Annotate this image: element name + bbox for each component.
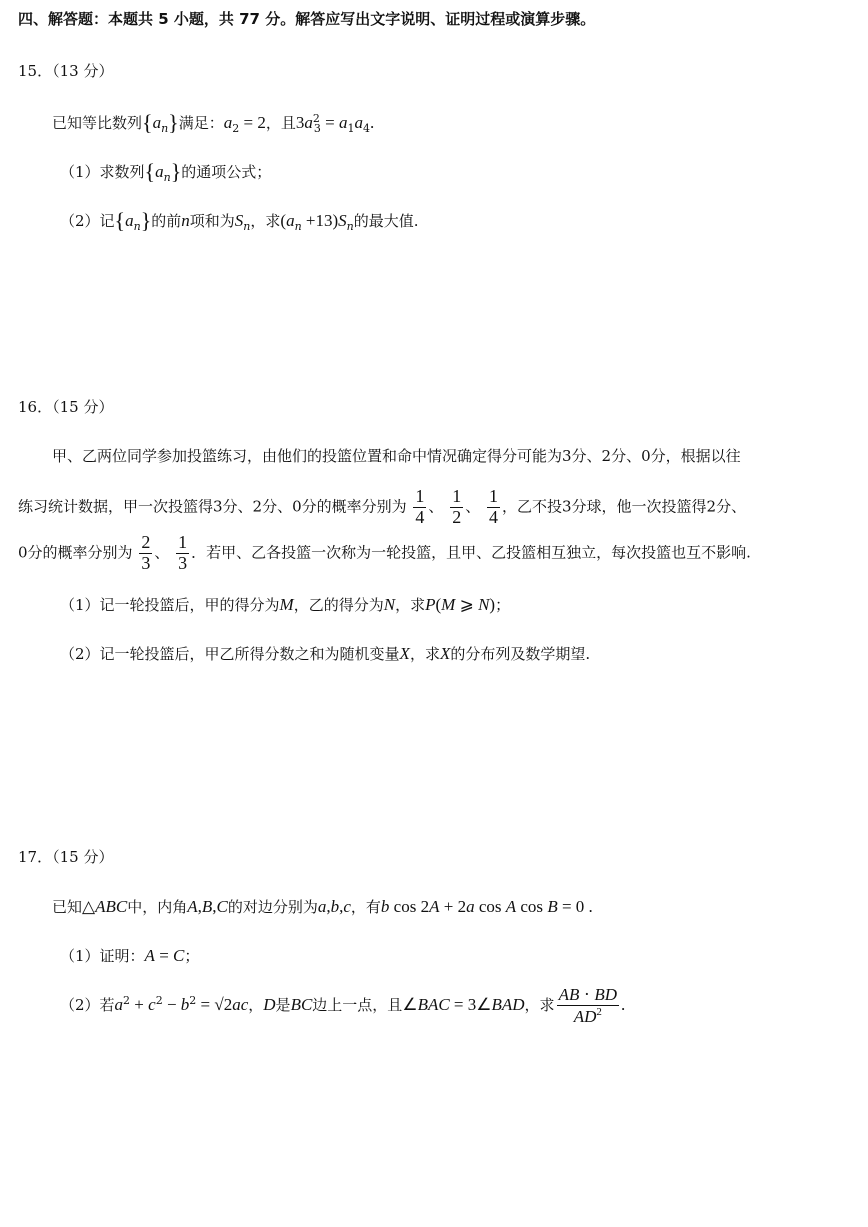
q15-stem: 已知等比数列$\{a_n\}$满足：$a_2 = 2$，且$3a^2_3 = a_1a_4$. — [52, 110, 375, 135]
q17-part1: （1）证明：A = C； — [60, 946, 200, 965]
q16-label: 16．（15 分） — [18, 398, 114, 416]
fraction-quarter: $\frac{1}{4}$ — [415, 486, 425, 527]
section-header: 四、解答题：本题共 5 小题，共 77 分。解答应写出文字说明、证明过程或演算步骤。 — [18, 10, 596, 28]
fraction-quarter: $\frac{1}{4}$ — [488, 486, 498, 527]
fraction-ab-bd-over-ad2: $\frac{AB \cdot BD}{AD^2}$ — [558, 984, 618, 1026]
fraction-half: $\frac{1}{2}$ — [452, 486, 462, 527]
q17-label: 17．（15 分） — [18, 848, 114, 866]
q16-line2: 练习统计数据，甲一次投篮得3分、2分、0分的概率分别为 $\frac{1}{4}$ 、 $\frac{1}{2}$ 、 $\frac{1}{4}$ ，乙不投3分球，他一次投篮得2分、 — [18, 486, 747, 527]
q15-part2: （2）记$\{a_n\}$的前n项和为$S_n$，求$(a_n +13)S_n$的最大值. — [60, 208, 419, 233]
q16-line1: 甲、乙两位同学参加投篮练习，由他们的投篮位置和命中情况确定得分可能为3分、2分、0分，根据以往 — [52, 447, 741, 465]
q16-part2: （2）记一轮投篮后，甲乙所得分数之和为随机变量X，求X的分布列及数学期望. — [60, 644, 591, 663]
q16-part1: （1）记一轮投篮后，甲的得分为M，乙的得分为N，求P(M ⩾ N)； — [60, 595, 511, 614]
fraction-third: $\frac{1}{3}$ — [178, 532, 188, 573]
q17-stem: 已知△ABC中，内角A,B,C的对边分别为a,b,c，有b cos 2A + 2a cos A cos B = 0 . — [52, 897, 593, 916]
q15-part1: （1）求数列$\{a_n\}$的通项公式； — [60, 159, 272, 184]
q17-part2: （2）若$a^2 + c^2 - b^2 = √2ac$，D是BC边上一点，且∠BAC = 3∠BAD，求 $\frac{AB \cdot BD}{AD^2}$ . — [60, 984, 626, 1026]
q15-label: 15．（13 分） — [18, 62, 114, 80]
q16-line3: 0分的概率分别为 $\frac{2}{3}$ 、 $\frac{1}{3}$ ．若甲、乙各投篮一次称为一轮投篮，且甲、乙投篮相互独立，每次投篮也互不影响. — [18, 532, 751, 573]
fraction-two-thirds: $\frac{2}{3}$ — [141, 532, 151, 573]
